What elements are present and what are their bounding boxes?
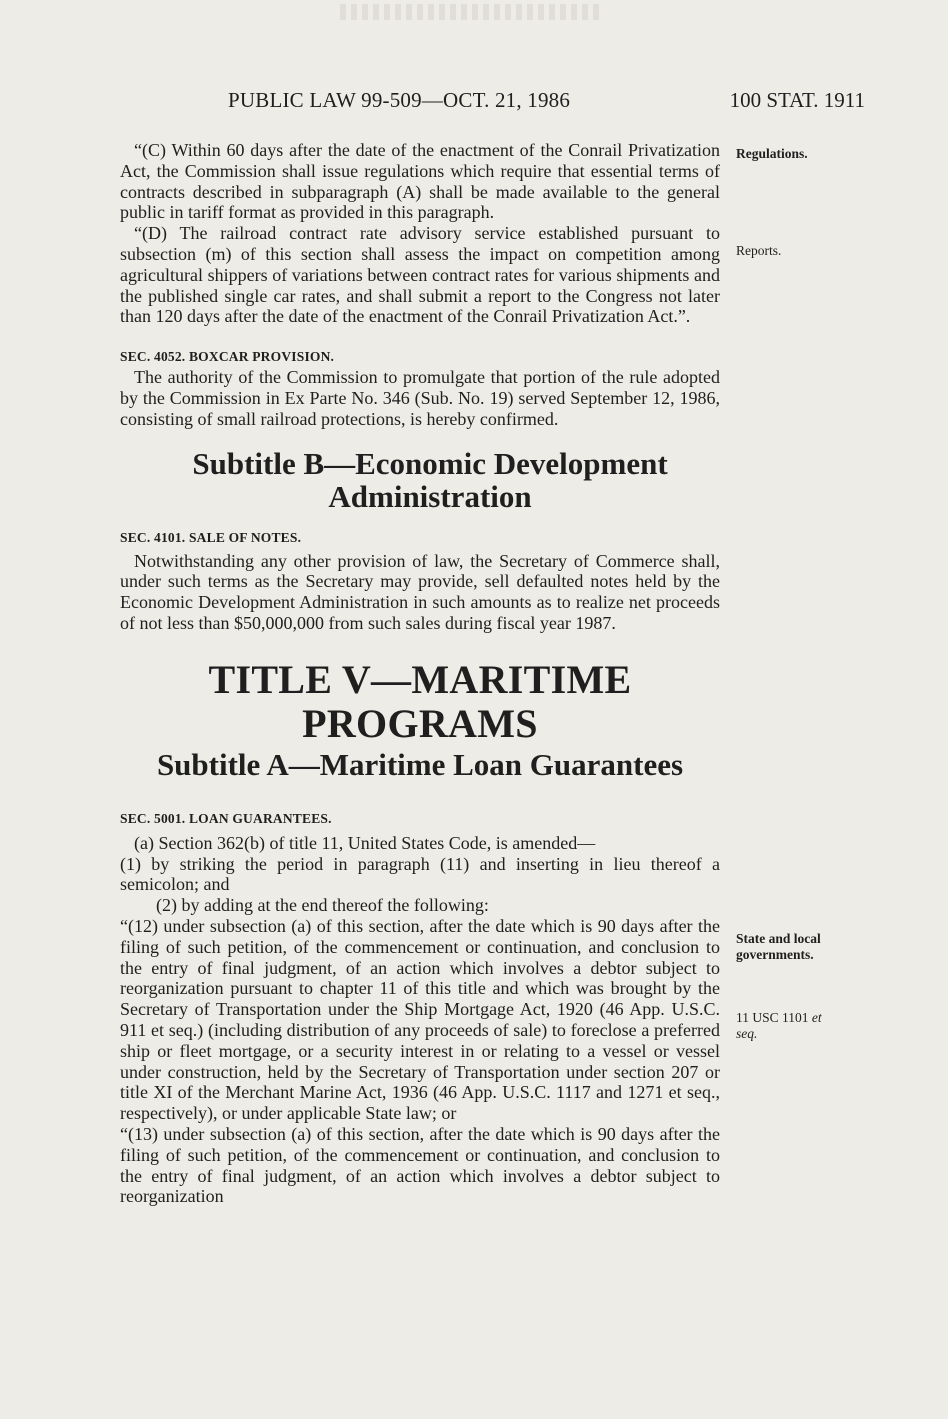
section-4101-heading: SEC. 4101. SALE OF NOTES. — [120, 529, 302, 545]
section-4052-text: The authority of the Commission to promulgate that portion of the rule adopted by the Commission in Ex Parte No. 346 (Sub. No. 19) served September 12, 1986, consisting of small railroad protections, is hereby confirmed. — [120, 367, 720, 429]
margin-note-usc-seq: seq. — [736, 1026, 758, 1041]
header-title: PUBLIC LAW 99-509—OCT. 21, 1986 — [228, 88, 571, 112]
margin-note-usc — [736, 1010, 822, 1042]
bleed-through-decoration — [340, 4, 600, 20]
item-12: “(12) under subsection (a) of this section, after the date which is 90 days after the filing of such petition, of the commencement or continuation, and conclusion to the entry of final judgment, of an action which involves a debtor subject to reorganization pursuant to chapter 11 of this title and which was brought by the Secretary of Transportation under the Ship Mortgage Act, 1920 (46 App. U.S.C. 911 et seq.) (including distribution of any proceeds of sale) to foreclose a preferred ship or fleet mortgage, or a security interest in or relating to a vessel or vessel under construction, held by the Secretary of Transportation under section 207 or title XI of the Merchant Marine Act, 1936 (46 App. U.S.C. 1117 and 1271 et seq., respectively), or under applicable State law; or — [120, 915, 720, 1124]
item-13: “(13) under subsection (a) of this section, after the date which is 90 days after the filing of such petition, of the commencement or continuation, and conclusion to the entry of final judgment, of an action which involves a debtor subject to reorganization — [120, 1123, 720, 1207]
subtitle-b-heading: Subtitle B—Economic Development Administration — [192, 445, 668, 514]
margin-note-reports: Reports. — [736, 243, 782, 258]
margin-note-state-local-line2: governments. — [736, 947, 814, 962]
paragraph-c: “(C) Within 60 days after the date of the enactment of the Conrail Privatization Act, the Commission shall issue regulations which require that essential terms of contracts described in subparagraph (A) shall be made available to the general public in tariff format as provided in this paragraph. — [120, 140, 720, 223]
section-5001-a: (a) Section 362(b) of title 11, United States Code, is amended— — [134, 832, 596, 853]
margin-note-usc-number: 11 USC 1101 — [736, 1010, 809, 1025]
paragraph-d: “(D) The railroad contract rate advisory service established pursuant to subsection (m) of this section shall assess the impact on competition among agricultural shippers of variations between contract rates for various shipments and the published single car rates, and shall submit a report to the Congress not later than 120 days after the date of the enactment of the Conrail Privatization Act.”. — [120, 223, 720, 327]
margin-note-usc-et: et — [811, 1010, 822, 1025]
section-5001-heading: SEC. 5001. LOAN GUARANTEES. — [120, 810, 332, 826]
main-text-column — [120, 140, 720, 1207]
page-header — [205, 88, 865, 118]
margin-note-usc-line2 — [736, 1026, 822, 1042]
section-4101-text: Notwithstanding any other provision of law, the Secretary of Commerce shall, under such terms as the Secretary may provide, sell defaulted notes held by the Economic Development Administration in such amounts as to realize net proceeds of not less than $50,000,000 from such sales during fiscal year 1987. — [120, 550, 720, 633]
section-4052-heading: SEC. 4052. BOXCAR PROVISION. — [120, 349, 335, 365]
margin-note-state-local-line1: State and local — [736, 931, 821, 946]
margin-note-regulations: Regulations. — [736, 146, 808, 161]
item-1-text: (1) by striking the period in paragraph (11) and inserting in lieu thereof a semicolon; and — [120, 853, 720, 895]
title-v-heading: TITLE V—MARITIME PROGRAMS — [208, 656, 632, 746]
subtitle-a-heading: Subtitle A—Maritime Loan Guarantees — [156, 746, 684, 782]
item-1 — [120, 854, 720, 896]
header-stat: 100 STAT. 1911 — [729, 88, 865, 112]
item-2: (2) by adding at the end thereof the following: — [156, 895, 489, 916]
margin-note-usc-line1 — [736, 1010, 822, 1026]
margin-note-state-local — [736, 931, 821, 963]
